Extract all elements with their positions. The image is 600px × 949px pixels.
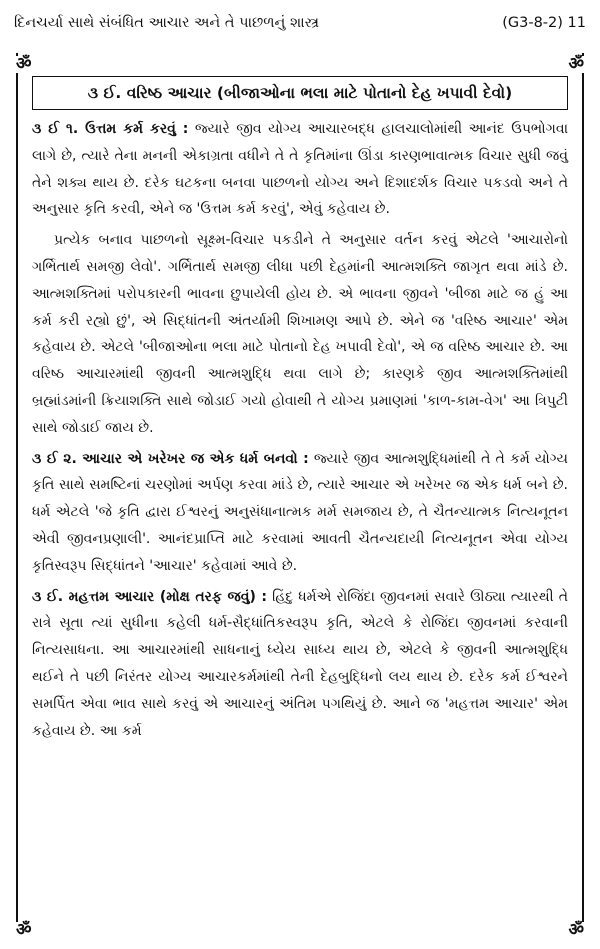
paragraph-text: જ્યારે જીવ આત્મશુદ્ધિમાંથી તે તે કર્મ યોગ્ય કૃતિ સાથે સમષ્ટિનાં ચરણોમાં અર્પણ કરવા માંડે છે, ત્યારે આચાર એ ખરેખર જ એક ધર્મ બને છે. ધર્મ એટલે 'જે કૃતિ દ્વારા ઈશ્વરનું અનુસંધાનાત્મક મર્મ સમજાય છે, તે ચૈતન્યાત્મક નિત્યનૂતન એવી જીવનપ્રણાલી'. આનંદપ્રાપ્તિ માટે કરવામાં આવતી ચૈતન્યદાયી નિત્યનૂતન એવા યોગ્ય કૃતિસ્વરૂપ સિદ્ધાંતને 'આચાર' કહેવામાં આવે છે. bbox=[32, 450, 568, 574]
subheading: ૩ ઈ ૨. આચાર એ ખરેખર જ એક ધર્મ બનવો : bbox=[32, 450, 309, 467]
om-icon: ॐ bbox=[568, 920, 584, 940]
running-head bbox=[14, 8, 586, 38]
paragraph-text: જ્યારે જીવ યોગ્ય આચારબદ્ધ હાલચાલોમાંથી આનંદ ઉપભોગવા લાગે છે, ત્યારે તેના મનની એકાગ્રતા વધીને તે તે કૃતિમાંના ઊંડા કારણભાવાત્મક વિચાર સુધી જવું તેને શક્ય થાય છે. દરેક ઘટકના બનવા પાછળનો યોગ્ય અને દિશાદર્શક વિચાર પકડવો અને તે અનુસાર કૃતિ કરવી, એને જ 'ઉત્તમ કર્મ કરવું', એવું કહેવાય છે. bbox=[32, 121, 569, 218]
subheading: ૩ ઈ ૧. ઉત્તમ કર્મ કરવું : bbox=[32, 121, 189, 137]
paragraph bbox=[32, 227, 568, 441]
chapter-title: દિનચર્યા સાથે સંબંધિત આચાર અને તે પાછળનું શાસ્ત્ર bbox=[14, 15, 319, 31]
paragraph bbox=[32, 584, 568, 745]
paragraph-text: પ્રત્યેક બનાવ પાછળનો સૂક્ષ્મ-વિચાર પકડીને તે અનુસાર વર્તન કરવું એટલે 'આચારોનો ગર્ભિતાર્થ સમજી લેવો'. ગર્ભિતાર્થ સમજી લીધા પછી દેહમાંની આત્મશક્તિ જાગૃત થવા માંડે છે. આત્મશક્તિમાં પરોપકારની ભાવના છુપાયેલી હોય છે. એ ભાવના જીવને 'બીજા માટે જ હું આ કર્મ કરી રહ્યો છું', એ સિદ્ધાંતની અંતર્યામી શિખામણ આપે છે. એને જ 'વરિષ્ઠ આચાર' એમ કહેવાય છે. એટલે 'બીજાઓના ભલા માટે પોતાનો દેહ ખપાવી દેવો', એ જ વરિષ્ઠ આચાર છે. આ વરિષ્ઠ આચારમાંથી જીવની આત્મશુદ્ધિ થવા લાગે છે; કારણકે જીવ આત્મશક્તિમાંથી બ્રહ્માંડમાંની ક્રિયાશક્તિ સાથે જોડાઈ ગયો હોવાથી તે યોગ્ય પ્રમાણમાં 'કાળ-કામ-વેગ' આ ત્રિપુટી સાથે જોડાઈ જાય છે. bbox=[32, 232, 568, 436]
paragraph-text: હિંદુ ધર્મએ રોજિંદા જીવનમાં સવારે ઊઠ્યા ત્યારથી તે રાત્રે સૂતા ત્યાં સુધીના કહેલી ધર્મ-સૈદ્ધાંતિકસ્વરૂપ કૃતિ, એટલે કે રોજિંદા જીવનમાં કરવાની નિત્યસાધના. આ આચારમાંથી સાધનાનું ધ્યેય સાધ્ય થાય છે, એટલે કે જીવની આત્મશુદ્ધિ થઈને તે પછી નિરંતર યોગ્ય આચારકર્મમાંથી તેની દેહબુદ્ધિનો લય થાય છે. દરેક કર્મ ઈશ્વરને સમર્પિત એવા ભાવ સાથે કરવું એ આચારનું અંતિમ પગથિયું છે. આને જ 'મહત્તમ આચાર' એમ કહેવાય છે. આ કર્મ bbox=[32, 588, 569, 739]
page-code: (G3-8-2) 11 bbox=[502, 15, 586, 31]
om-icon: ॐ bbox=[568, 54, 584, 74]
om-icon: ॐ bbox=[16, 920, 32, 940]
paragraph bbox=[32, 116, 568, 223]
om-icon: ॐ bbox=[16, 54, 32, 74]
paragraph bbox=[32, 446, 568, 580]
section-heading: ૩ ઈ. વરિષ્ઠ આચાર (બીજાઓના ભલા માટે પોતાનો દેહ ખપાવી દેવો) bbox=[32, 76, 568, 110]
subheading: ૩ ઈ. મહત્તમ આચાર (મોક્ષ તરફ જવું) : bbox=[32, 588, 268, 605]
body-text bbox=[32, 116, 568, 748]
